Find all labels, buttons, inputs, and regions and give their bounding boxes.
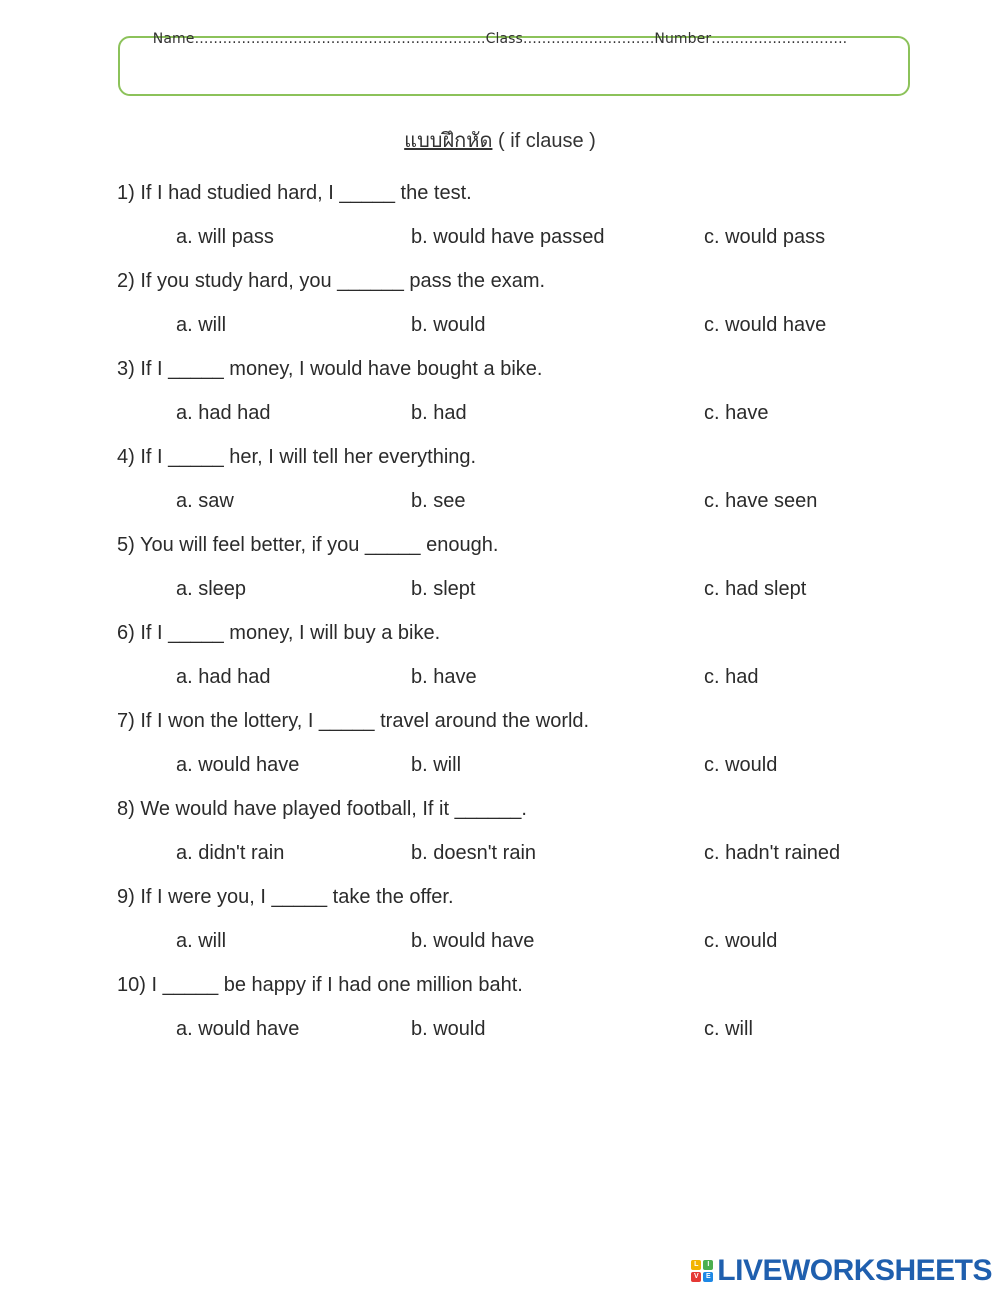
question-5-option-c[interactable]: c. had slept <box>704 578 807 600</box>
question-6: 6) If I _____ money, I will buy a bike. <box>117 622 441 644</box>
question-4-option-c[interactable]: c. have seen <box>704 490 818 512</box>
question-1-option-c[interactable]: c. would pass <box>704 226 826 248</box>
question-9-option-b[interactable]: b. would have <box>411 930 535 952</box>
logo-icon <box>691 1260 713 1282</box>
logo-icon-letter-v: V <box>691 1272 701 1282</box>
question-7-option-c[interactable]: c. would <box>704 754 778 776</box>
logo-text: LIVEWORKSHEETS <box>717 1254 992 1287</box>
question-4: 4) If I _____ her, I will tell her everything. <box>117 446 477 468</box>
question-7-option-a[interactable]: a. would have <box>176 754 300 776</box>
logo-icon-letter-l: L <box>691 1260 701 1270</box>
worksheet-title <box>0 124 1000 156</box>
question-9-option-c[interactable]: c. would <box>704 930 778 952</box>
question-9: 9) If I were you, I _____ take the offer. <box>117 886 454 908</box>
question-2-option-c[interactable]: c. would have <box>704 314 827 336</box>
question-5-option-b[interactable]: b. slept <box>411 578 476 600</box>
question-1: 1) If I had studied hard, I _____ the test. <box>117 182 472 204</box>
question-2-option-b[interactable]: b. would <box>411 314 486 336</box>
logo-icon-letter-i: I <box>703 1260 713 1270</box>
question-8: 8) We would have played football, If it ______. <box>117 798 527 820</box>
question-1-option-b[interactable]: b. would have passed <box>411 226 605 248</box>
question-8-option-c[interactable]: c. hadn't rained <box>704 842 841 864</box>
question-6-option-c[interactable]: c. had <box>704 666 759 688</box>
question-3-option-b[interactable]: b. had <box>411 402 467 424</box>
question-6-option-b[interactable]: b. have <box>411 666 477 688</box>
question-9-option-a[interactable]: a. will <box>176 930 227 952</box>
question-6-option-a[interactable]: a. had had <box>176 666 271 688</box>
question-10-option-a[interactable]: a. would have <box>176 1018 300 1040</box>
question-2: 2) If you study hard, you ______ pass the exam. <box>117 270 546 292</box>
question-10: 10) I _____ be happy if I had one million baht. <box>117 974 523 996</box>
question-5-option-a[interactable]: a. sleep <box>176 578 247 600</box>
question-7-option-b[interactable]: b. will <box>411 754 462 776</box>
question-2-option-a[interactable]: a. will <box>176 314 227 336</box>
question-3-option-c[interactable]: c. have <box>704 402 769 424</box>
question-7: 7) If I won the lottery, I _____ travel around the world. <box>117 710 590 732</box>
question-10-option-b[interactable]: b. would <box>411 1018 486 1040</box>
question-10-option-c[interactable]: c. will <box>704 1018 753 1040</box>
student-info-fields: Name……………………………………………………..Class……………………….Number……………………….. <box>152 31 848 47</box>
logo-icon-letter-e: E <box>703 1272 713 1282</box>
question-3-option-a[interactable]: a. had had <box>176 402 271 424</box>
question-4-option-a[interactable]: a. saw <box>176 490 234 512</box>
liveworksheets-logo <box>691 1254 992 1288</box>
title-topic: ( if clause ) <box>492 130 596 152</box>
question-4-option-b[interactable]: b. see <box>411 490 466 512</box>
question-5: 5) You will feel better, if you _____ enough. <box>117 534 499 556</box>
question-8-option-b[interactable]: b. doesn't rain <box>411 842 537 864</box>
title-thai: แบบฝึกหัด <box>404 128 493 152</box>
question-1-option-a[interactable]: a. will pass <box>176 226 274 248</box>
question-8-option-a[interactable]: a. didn't rain <box>176 842 285 864</box>
question-3: 3) If I _____ money, I would have bought a bike. <box>117 358 543 380</box>
